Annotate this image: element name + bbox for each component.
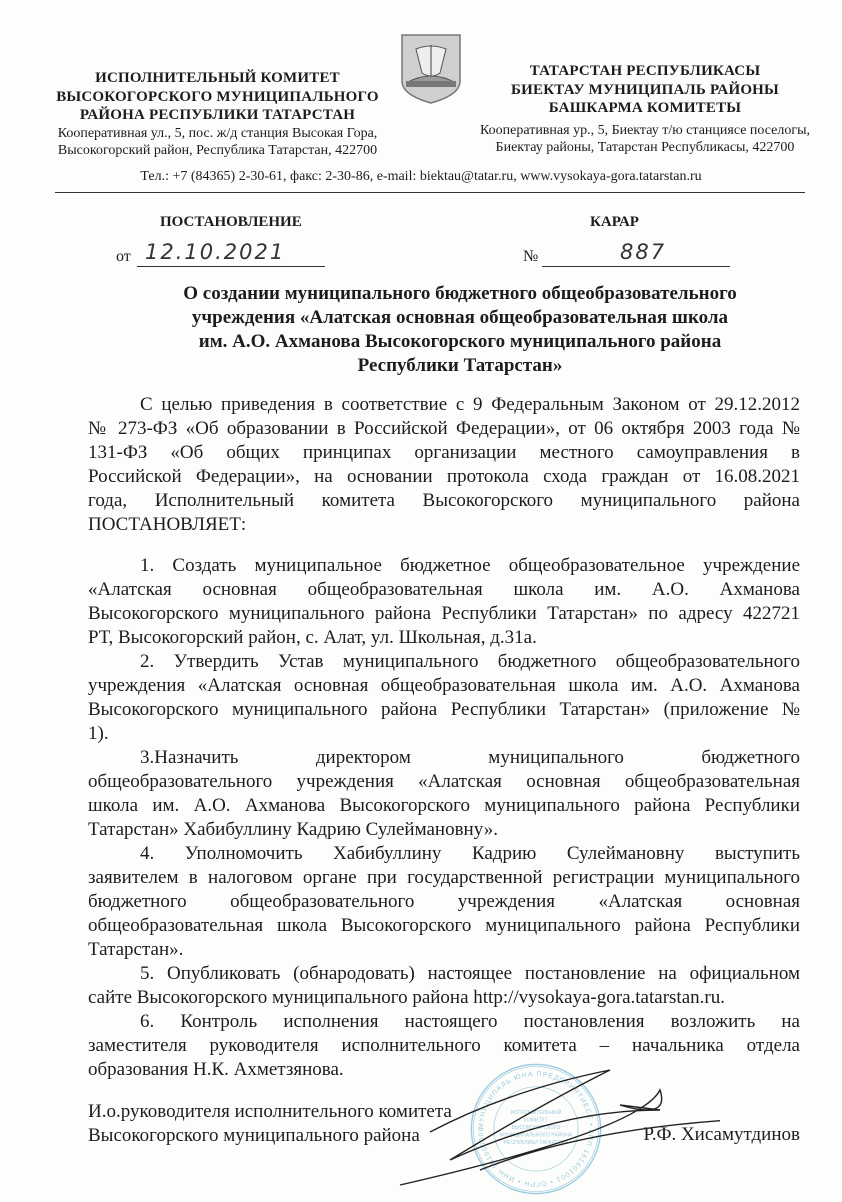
text-line: 5. Опубликовать (обнародовать) настоящее постановление на официальном [140, 963, 800, 984]
position-line: Высокогорского муниципального района [88, 1125, 420, 1146]
text-line: № 273-ФЗ «Об образовании в Российской Федерации», от 06 октября 2003 года № [88, 418, 800, 439]
position-line: И.о.руководителя исполнительного комитета [88, 1101, 452, 1122]
coat-of-arms-icon [400, 33, 462, 105]
paragraph [88, 746, 800, 842]
handwritten-signature [360, 1050, 720, 1190]
text-line: 1). [88, 723, 109, 744]
org-address-line: Биектау районы, Татарстан Республикасы, 422700 [495, 140, 795, 155]
text-line: РТ, Высокогорский район, с. Алат, ул. Школьная, д.31а. [88, 627, 537, 648]
text-line: года, Исполнительный комитета Высокогорского муниципального района [88, 490, 800, 511]
paragraph [88, 962, 800, 1010]
org-name-line: ВЫСОКОГОРСКОГО МУНИЦИПАЛЬНОГО [56, 88, 379, 105]
text-line: 2. Утвердить Устав муниципального бюджетного общеобразовательного [140, 651, 800, 672]
text-line: бюджетного общеобразовательного учреждения «Алатская основная [88, 891, 800, 912]
paragraph [88, 554, 800, 650]
org-address-line: Высокогорский район, Республика Татарстан, 422700 [57, 143, 378, 158]
paragraph [88, 650, 800, 746]
text-line: образования Н.К. Ахметзянова. [88, 1059, 344, 1080]
org-name-line: ИСПОЛНИТЕЛЬНЫЙ КОМИТЕТ [95, 70, 340, 86]
stamp-text: ВЫСОКОГОРСКОГО [511, 1125, 561, 1131]
text-line: Высокогорского муниципального района Республики Татарстан» по адресу 422721 [88, 603, 800, 624]
number-value: 887 [620, 240, 667, 264]
text-line: Российской Федерации», на основании протокола схода граждан от 16.08.2021 [88, 466, 800, 487]
text-line: «Алатская основная общеобразовательная школа им. А.О. Ахманова [88, 579, 800, 600]
text-line: 1. Создать муниципальное бюджетное общеобразовательное учреждение [140, 555, 800, 576]
header-right-org [465, 62, 825, 157]
text-line: 6. Контроль исполнения настоящего постановления возложить на [140, 1011, 800, 1032]
stamp-text: РЕСПУБЛИКИ ТАТАРСТАН [503, 1139, 569, 1146]
text-line: Высокогорского муниципального района Республики Татарстан» (приложение № [88, 699, 800, 720]
contact-line: Тел.: +7 (84365) 2-30-61, факс: 2-30-86, e-mail: biektau@tatar.ru, www.vysokaya-gora.tatarstan.ru [140, 169, 702, 184]
text-line: 4. Уполномочить Хабибуллину Кадрию Сулеймановну выступить [140, 843, 800, 864]
text-line: общеобразовательная школа Высокогорского муниципального района Республики [88, 915, 800, 936]
document-title [120, 282, 800, 378]
org-address-line: Кооперативная ур., 5, Биектау т/ю станциясе поселогы, [480, 122, 810, 138]
text-line: ПОСТАНОВЛЯЕТ: [88, 514, 247, 535]
date-prefix: от [116, 248, 131, 265]
document-body [88, 393, 800, 1082]
text-line: сайте Высокогорского муниципального района http://vysokaya-gora.tatarstan.ru. [88, 987, 725, 1008]
org-name-line: БИЕКТАУ МУНИЦИПАЛЬ РАЙОНЫ [511, 81, 779, 98]
header-left-org [40, 69, 395, 160]
text-line: Татарстан» Хабибуллину Кадрию Сулеймановну». [88, 819, 498, 840]
org-name-line: ТАТАРСТАН РЕСПУБЛИКАСЫ [529, 63, 761, 79]
org-name-line: БАШКАРМА КОМИТЕТЫ [548, 100, 742, 116]
text-line: школа им. А.О. Ахманова Высокогорского муниципального района Республики [88, 795, 800, 816]
title-line: учреждения «Алатская основная общеобразовательная школа [191, 307, 729, 328]
text-line: 131-ФЗ «Об общих принципах организации местного самоуправления в [88, 442, 800, 463]
org-name-line: РАЙОНА РЕСПУБЛИКИ ТАТАРСТАН [79, 107, 356, 123]
title-line: Республики Татарстан» [357, 355, 563, 376]
text-line: 3.Назначить директором муниципального бюджетного [140, 747, 800, 768]
title-line: им. А.О. Ахманова Высокогорского муниципального района [198, 331, 722, 352]
stamp-text: ИСПОЛНИТЕЛЬНЫЙ [510, 1110, 562, 1117]
stamp-ring-text: МУНИЦИПАЛЬ ЮНА ПРЕДПРИЯТИЕСЕ • КПП 161601001 • ОГРН • ИНН 161600000 [477, 1070, 595, 1188]
date-value: 12.10.2021 [145, 240, 286, 264]
header-divider [55, 192, 805, 193]
text-line: учреждения «Алатская основная общеобразовательная школа им. А.О. Ахманова [88, 675, 800, 696]
text-line: Татарстан». [88, 939, 184, 960]
text-line: общеобразовательного учреждения «Алатская основная общеобразовательная [88, 771, 800, 792]
title-line: О создании муниципального бюджетного общеобразовательного [183, 283, 737, 304]
text-line: заместителя руководителя исполнительного комитета – начальника отдела [88, 1035, 800, 1056]
date-field [137, 240, 325, 267]
stamp-text: МУНИЦИПАЛЬНОГО РАЙОНА [499, 1132, 573, 1139]
doc-type-ru: ПОСТАНОВЛЕНИЕ [160, 214, 302, 230]
org-address-line: Кооперативная ул., 5, пос. ж/д станция Высокая Гора, [57, 125, 378, 141]
paragraph [88, 393, 800, 537]
text-line: заявителем в налоговом органе при государственной регистрации муниципального [88, 867, 800, 888]
number-field [542, 240, 730, 267]
signatory-name: Р.Ф. Хисамутдинов [643, 1124, 800, 1145]
paragraph [88, 842, 800, 962]
doc-type-tt: КАРАР [590, 214, 639, 230]
number-prefix: № [523, 248, 539, 265]
stamp-text: КОМИТЕТ [523, 1117, 549, 1124]
text-line: С целью приведения в соответствие с 9 Федеральным Законом от 29.12.2012 [140, 394, 800, 415]
